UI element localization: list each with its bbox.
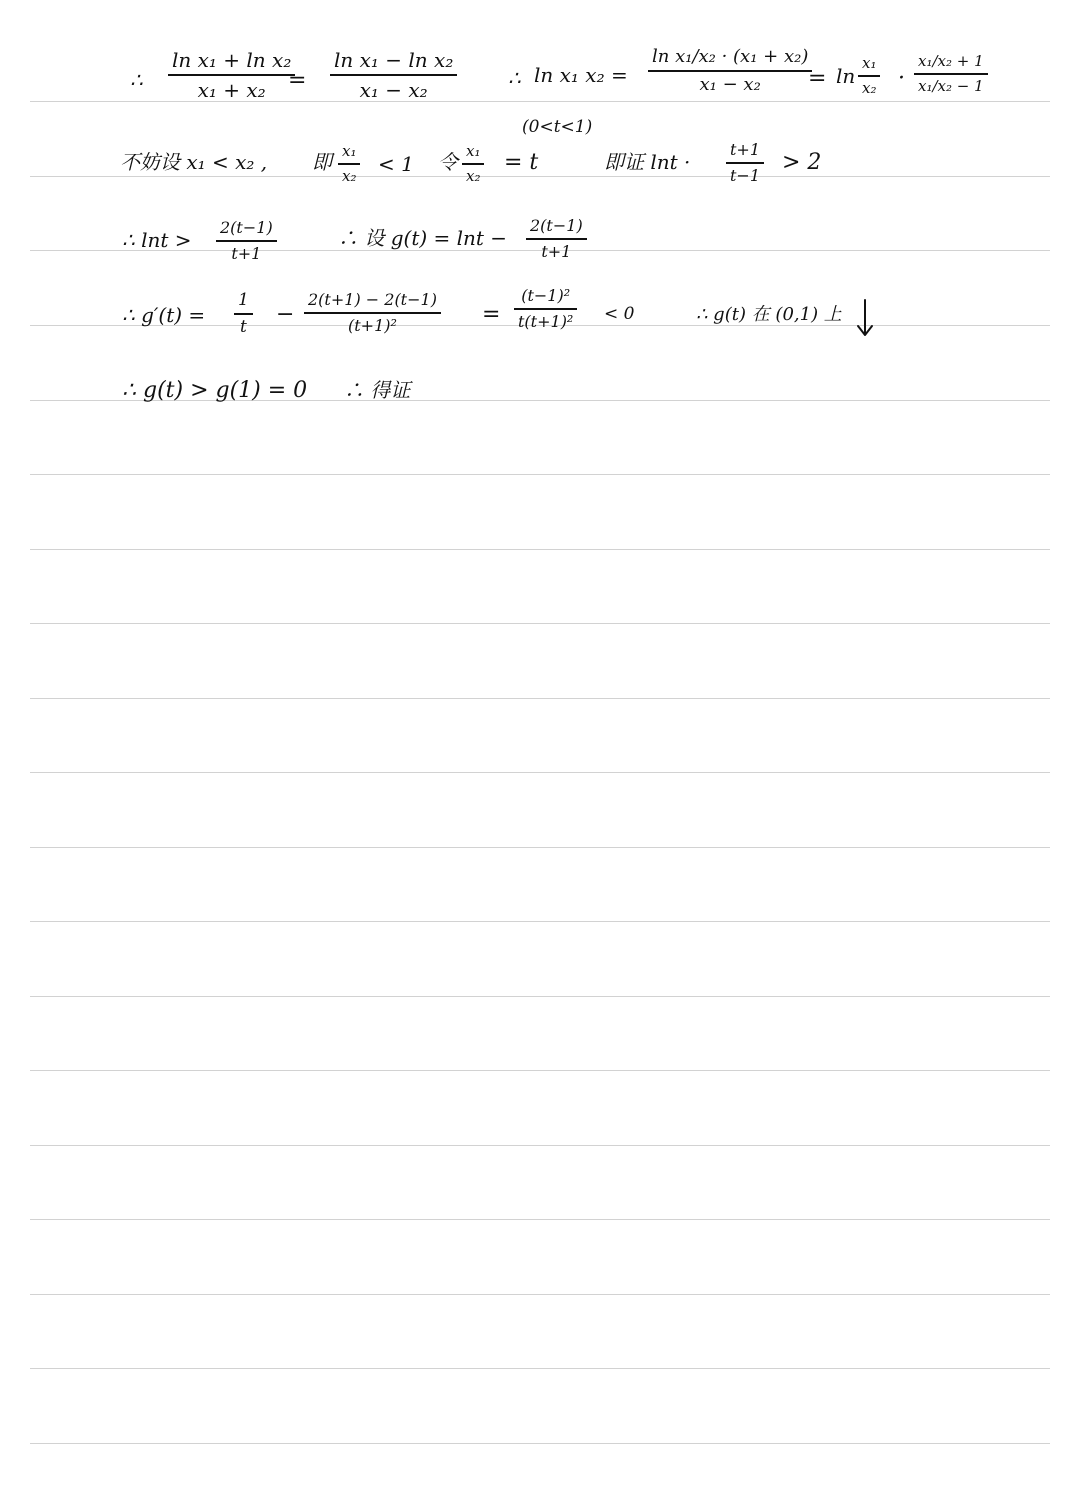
log-diff-fraction bbox=[330, 50, 457, 100]
ruled-line bbox=[30, 1219, 1050, 1220]
ruled-line bbox=[30, 623, 1050, 624]
fraction-denominator: t(t+1)² bbox=[518, 312, 574, 331]
inequality-lhs: ∴ lnt > bbox=[122, 228, 192, 252]
monotonic-text: ∴ g(t) 在 (0,1) 上 bbox=[696, 304, 842, 325]
log-ratio-fraction bbox=[648, 48, 812, 94]
fraction-numerator: x₁/x₂ + 1 bbox=[918, 52, 984, 70]
qed-text: ∴ 得证 bbox=[344, 378, 411, 402]
derivative-fraction bbox=[304, 292, 441, 334]
t-range-note: (0<t<1) bbox=[522, 117, 593, 137]
fraction-numerator: ln x₁ + ln x₂ bbox=[172, 48, 292, 72]
ruled-line bbox=[30, 474, 1050, 475]
ling-text: 令 bbox=[438, 150, 458, 174]
compound-fraction bbox=[914, 54, 988, 94]
ruled-line bbox=[30, 1368, 1050, 1369]
g-fraction bbox=[526, 218, 587, 260]
one-over-t-fraction bbox=[234, 292, 253, 336]
fraction-numerator: x₁ bbox=[466, 142, 481, 160]
equals-sign: = bbox=[482, 302, 501, 327]
therefore-symbol: ∴ bbox=[508, 66, 521, 90]
ruled-line bbox=[30, 1443, 1050, 1444]
ji-text: 即 bbox=[312, 150, 332, 174]
t-ratio-fraction bbox=[726, 142, 764, 184]
fraction-denominator: x₁ − x₂ bbox=[359, 78, 428, 102]
ratio-fraction bbox=[858, 56, 880, 96]
fraction-denominator: t−1 bbox=[730, 166, 761, 185]
minus-sign: − bbox=[276, 302, 295, 327]
ruled-line bbox=[30, 921, 1050, 922]
fraction-denominator: x₂ bbox=[342, 167, 357, 185]
fraction-numerator: ln x₁ − ln x₂ bbox=[334, 48, 454, 72]
derivative-lhs: ∴ g′(t) = bbox=[122, 303, 206, 327]
fraction-denominator: t+1 bbox=[541, 242, 572, 261]
wlog-text: 不妨设 x₁ < x₂ , bbox=[120, 150, 268, 174]
fraction-denominator: t+1 bbox=[231, 244, 262, 263]
fraction-denominator: x₂ bbox=[466, 167, 481, 185]
prove-text: 即证 lnt · bbox=[604, 150, 691, 174]
therefore-symbol: ∴ bbox=[130, 68, 143, 92]
ruled-line bbox=[30, 549, 1050, 550]
ruled-line bbox=[30, 772, 1050, 773]
fraction-denominator: x₁/x₂ − 1 bbox=[918, 77, 984, 95]
equals-sign: = bbox=[808, 66, 827, 91]
conclusion-text: ∴ g(t) > g(1) = 0 bbox=[122, 378, 308, 403]
simplified-fraction bbox=[514, 288, 577, 330]
fraction-numerator: 2(t−1) bbox=[220, 218, 273, 237]
fraction-numerator: x₁ bbox=[342, 142, 357, 160]
ruled-line bbox=[30, 847, 1050, 848]
ln-prefix: ln bbox=[836, 64, 856, 88]
equals-t: = t bbox=[504, 150, 539, 175]
greater-than-two: > 2 bbox=[782, 150, 822, 175]
log-product-lhs: ln x₁ x₂ = bbox=[534, 63, 628, 87]
fraction-denominator: t bbox=[239, 317, 247, 337]
fraction-numerator: x₁ bbox=[862, 54, 877, 72]
log-sum-fraction bbox=[168, 50, 295, 100]
fraction-denominator: (t+1)² bbox=[348, 316, 397, 335]
fraction-numerator: 2(t−1) bbox=[530, 216, 583, 235]
ruled-line bbox=[30, 996, 1050, 997]
fraction-numerator: 1 bbox=[238, 290, 249, 310]
decreasing-arrow-icon bbox=[854, 298, 876, 338]
ruled-line bbox=[30, 101, 1050, 102]
fraction-numerator: 2(t+1) − 2(t−1) bbox=[308, 290, 437, 309]
equals-sign: = bbox=[288, 68, 307, 93]
ruled-line bbox=[30, 1294, 1050, 1295]
less-than-zero: < 0 bbox=[604, 304, 635, 324]
ratio-fraction bbox=[462, 144, 484, 184]
less-than-one: < 1 bbox=[378, 152, 414, 176]
ratio-fraction bbox=[338, 144, 360, 184]
ruled-line bbox=[30, 698, 1050, 699]
multiplication-dot: · bbox=[898, 66, 905, 91]
fraction-denominator: x₁ + x₂ bbox=[197, 78, 266, 102]
ruled-line bbox=[30, 176, 1050, 177]
ruled-line bbox=[30, 1145, 1050, 1146]
fraction-denominator: x₂ bbox=[862, 79, 877, 97]
fraction-numerator: (t−1)² bbox=[521, 286, 571, 305]
fraction-numerator: ln x₁/x₂ · (x₁ + x₂) bbox=[652, 46, 809, 67]
bound-fraction bbox=[216, 220, 277, 262]
define-g-text: ∴ 设 g(t) = lnt − bbox=[338, 226, 508, 250]
fraction-denominator: x₁ − x₂ bbox=[699, 74, 761, 95]
fraction-numerator: t+1 bbox=[730, 140, 761, 159]
ruled-line bbox=[30, 1070, 1050, 1071]
